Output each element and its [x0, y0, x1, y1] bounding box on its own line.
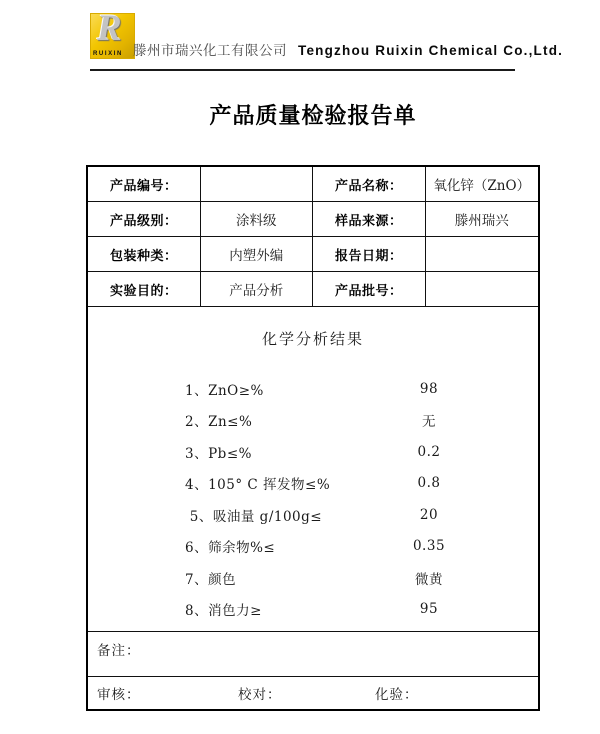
item-name: 5、吸油量 g/100g≤	[185, 508, 323, 525]
item-value: 0.35	[412, 538, 446, 555]
item-name: 4、105° C 挥发物≤%	[185, 477, 331, 494]
analysis-item-volatiles	[88, 468, 538, 500]
label-batch-number: 产品批号：	[313, 272, 426, 307]
item-value: 95	[419, 601, 439, 618]
analysis-item-oil-absorption	[88, 499, 538, 531]
analysis-heading: 化学分析结果	[261, 330, 364, 348]
item-name: 6、筛余物%≤	[185, 540, 276, 557]
remarks-row	[88, 632, 538, 677]
value-product-grade: 涂料级	[201, 202, 314, 237]
item-name: 3、Pb≤%	[185, 445, 252, 462]
signature-row	[88, 677, 538, 709]
value-batch-number	[426, 272, 539, 307]
analysis-item-sieve-residue	[88, 531, 538, 563]
analysis-item-pb	[88, 436, 538, 468]
analysis-item-tinting-strength	[88, 594, 538, 626]
proofread-label: 校对：	[238, 687, 282, 703]
value-test-purpose: 产品分析	[201, 272, 314, 307]
analysis-section	[88, 307, 538, 632]
info-grid	[88, 167, 538, 307]
label-packing-type: 包装种类：	[88, 237, 201, 272]
remarks-label: 备注：	[97, 643, 141, 659]
item-value: 无	[422, 414, 436, 431]
value-packing-type: 内塑外编	[201, 237, 314, 272]
analysis-items	[88, 373, 538, 625]
analysis-item-zno	[88, 373, 538, 405]
label-sample-source: 样品来源：	[313, 202, 426, 237]
company-logo	[90, 8, 135, 59]
analysis-item-color	[88, 562, 538, 594]
label-product-name: 产品名称：	[313, 167, 426, 202]
value-report-date	[426, 237, 539, 272]
company-name-en: Tengzhou Ruixin Chemical Co.,Ltd.	[298, 43, 564, 58]
logo-r-mark: R	[97, 8, 122, 49]
assay-label: 化验：	[375, 687, 419, 703]
item-value: 98	[419, 380, 439, 397]
logo-brand-text: RUIXIN	[93, 51, 123, 57]
company-name-cn: 滕州市瑞兴化工有限公司	[133, 43, 287, 59]
item-value: 0.8	[417, 475, 441, 492]
header-divider-rule	[90, 69, 515, 71]
item-name: 7、颜色	[185, 571, 237, 588]
value-sample-source: 滕州瑞兴	[426, 202, 539, 237]
analysis-item-zn	[88, 405, 538, 437]
label-product-grade: 产品级别：	[88, 202, 201, 237]
item-value: 微黄	[415, 571, 443, 588]
audit-label: 审核：	[97, 687, 141, 703]
item-name: 8、消色力≥	[185, 603, 262, 620]
label-report-date: 报告日期：	[313, 237, 426, 272]
item-value: 20	[419, 506, 439, 523]
item-value: 0.2	[417, 443, 441, 460]
value-product-code	[201, 167, 314, 202]
label-test-purpose: 实验目的：	[88, 272, 201, 307]
label-product-code: 产品编号：	[88, 167, 201, 202]
item-name: 1、ZnO≥%	[185, 382, 264, 399]
value-product-name: 氧化锌（ZnO）	[426, 167, 539, 202]
report-title: 产品质量检验报告单	[209, 103, 417, 128]
company-name-line	[133, 39, 563, 59]
item-name: 2、Zn≤%	[185, 414, 253, 431]
report-table	[86, 165, 540, 711]
